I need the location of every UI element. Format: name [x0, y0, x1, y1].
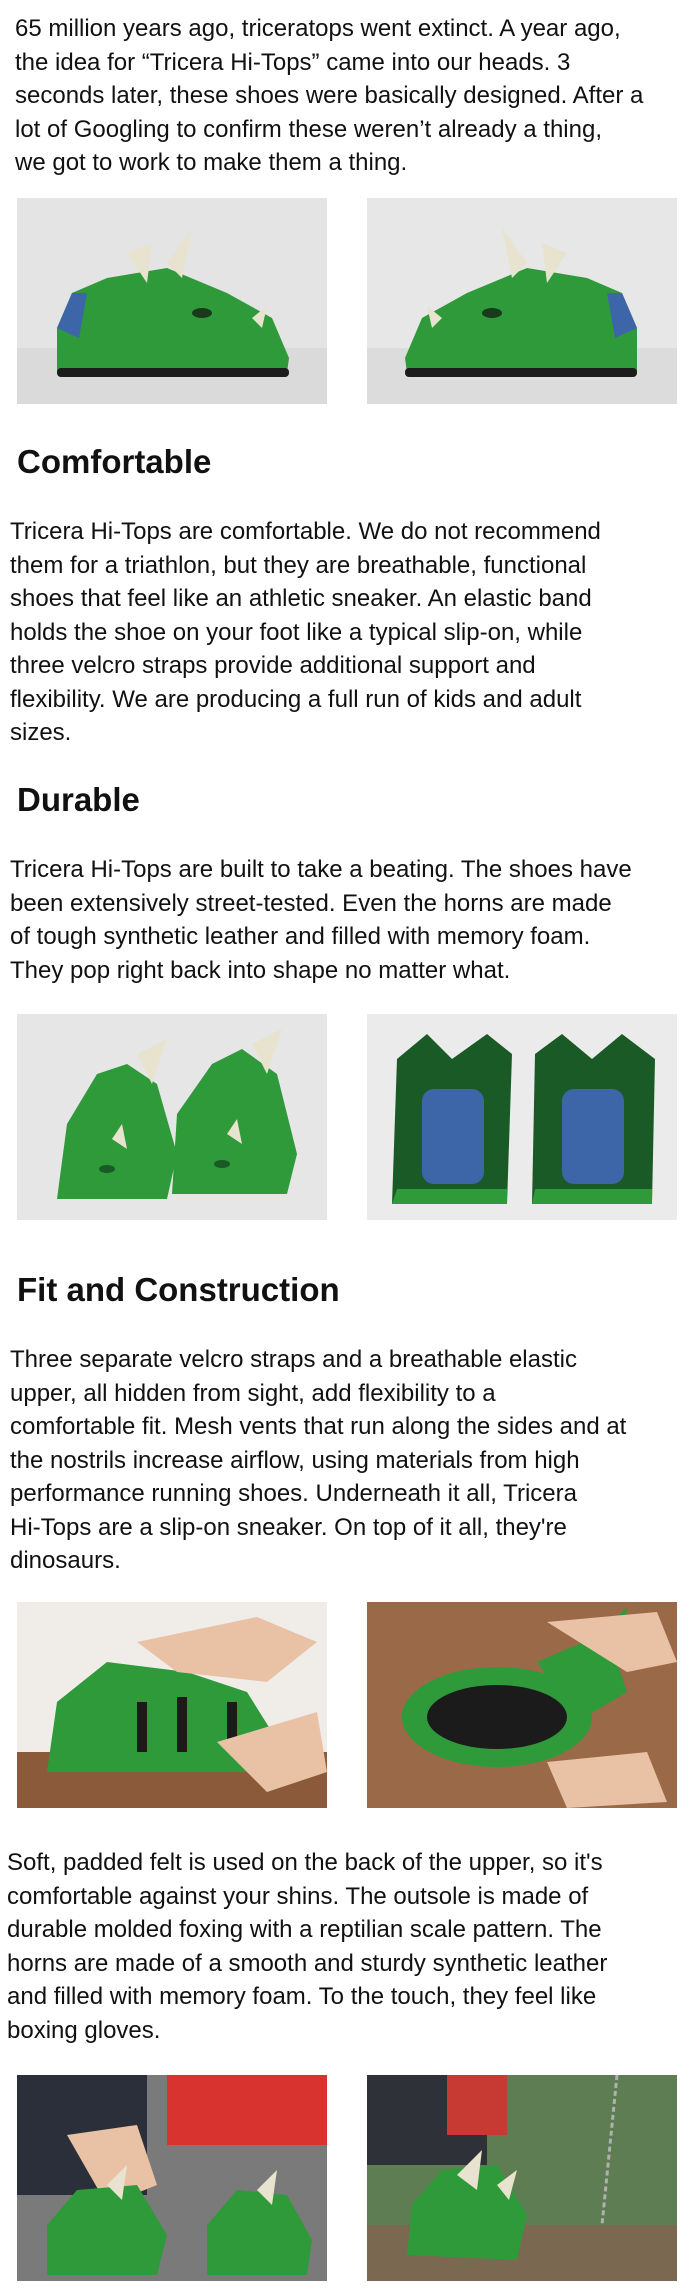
kid-wearing-shoes-photo — [17, 2075, 327, 2281]
section-heading-fit-construction: Fit and Construction — [17, 1271, 340, 1308]
section-heading-comfortable: Comfortable — [17, 443, 212, 480]
shoe-pair-front-photo — [17, 1014, 327, 1220]
section-body-fit-construction: Three separate velcro straps and a breathable elastic upper, all hidden from sight, add flexibility to a comfortable fit. Mesh vents that run along the sides and at the nostrils increase airflow, using materials from high performance running shoes. Underneath it all, Tricera Hi-Tops are a slip-on sneaker. On top of it all, they're dinosaurs. — [10, 1346, 627, 1574]
shoe-hands-sole-photo — [367, 1602, 677, 1808]
intro-paragraph: 65 million years ago, triceratops went extinct. A year ago, the idea for “Tricera Hi-Tops” came into our heads. 3 seconds later, these shoes were basically designed. After a lot of Googling to confirm these weren’t already a thing, we got to work to make them a thing. — [15, 15, 644, 176]
section-body-durable: Tricera Hi-Tops are built to take a beating. The shoes have been extensively street-tested. Even the horns are made of tough synthetic leather and filled with memory foam. They pop right back into shape no matter what. — [10, 856, 632, 984]
shoe-side-left-photo — [17, 198, 327, 404]
section-body-comfortable: Tricera Hi-Tops are comfortable. We do not recommend them for a triathlon, but they are breathable, functional shoes that feel like an athletic sneaker. An elastic band holds the shoe on your foot like a typical slip-on, while three velcro straps provide additional support and flexibility. We are producing a full run of kids and adult sizes. — [10, 518, 601, 746]
shoe-pair-back-photo — [367, 1014, 677, 1220]
shoe-side-right-photo — [367, 198, 677, 404]
shoe-hands-velcro-photo — [17, 1602, 327, 1808]
closing-paragraph: Soft, padded felt is used on the back of the upper, so it's comfortable against your shins. The outsole is made of durable molded foxing with a reptilian scale pattern. The horns are made of a smooth and sturdy synthetic leather and filled with memory foam. To the touch, they feel like boxing gloves. — [7, 1849, 608, 2044]
section-heading-durable: Durable — [17, 781, 140, 818]
kid-playground-photo — [367, 2075, 677, 2281]
